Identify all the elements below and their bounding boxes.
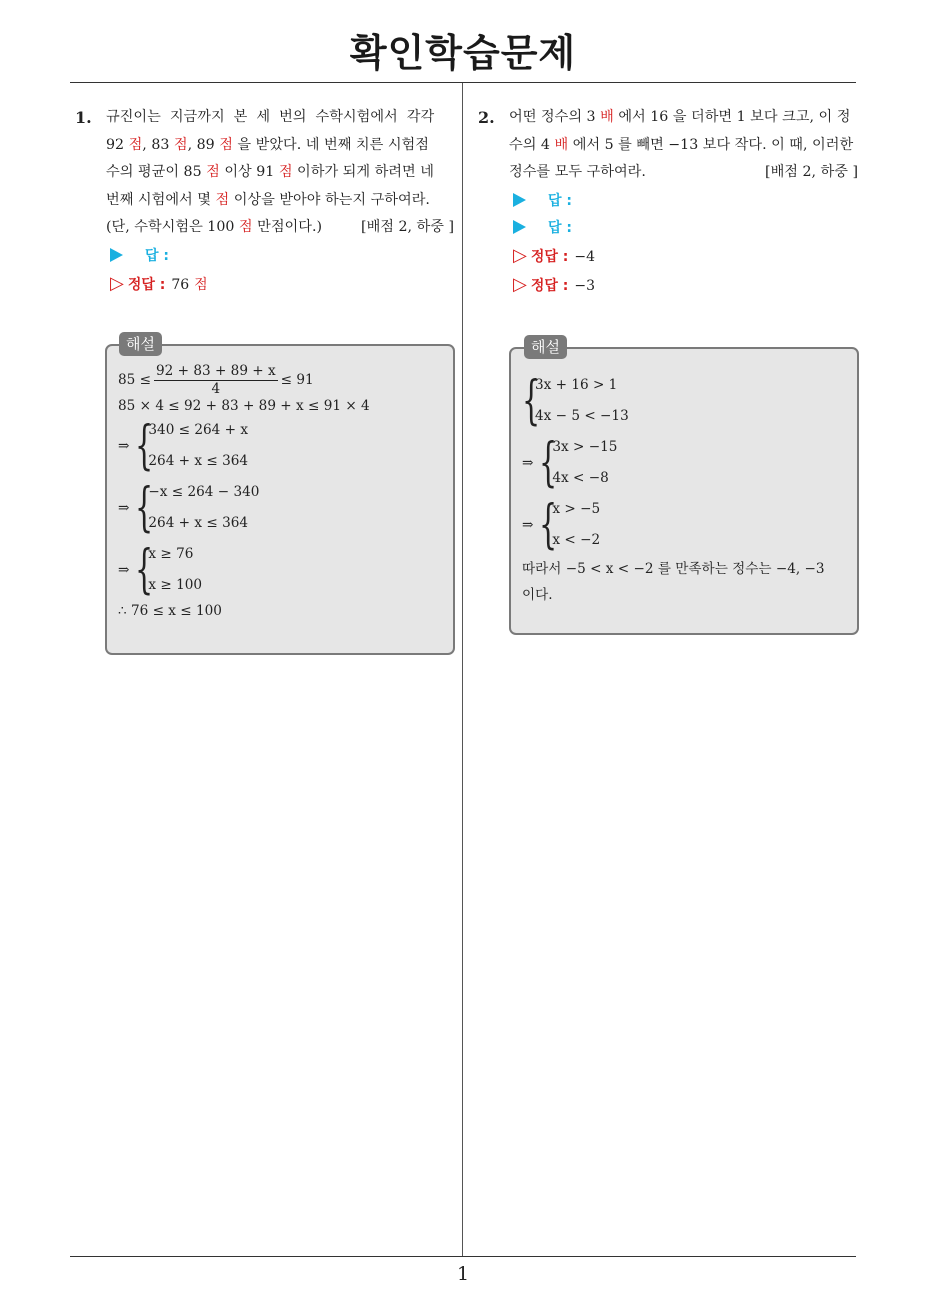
problem-1-line-5 <box>106 214 454 242</box>
text-span: 4x < −8 <box>552 470 609 486</box>
brace-icon: { <box>539 495 558 555</box>
solution-2-system-2 <box>522 432 825 494</box>
text-span: 규진이는 지금까지 본 세 번의 수학시험에서 각각 <box>106 109 435 125</box>
text-span: , 89 <box>187 136 220 153</box>
correct-answer-row <box>110 270 454 299</box>
problem-1-meta: [배점 2, 하중 ] <box>361 219 454 235</box>
correct-answer-row <box>513 271 858 300</box>
answer-row <box>513 215 858 242</box>
top-rule <box>70 82 856 83</box>
solution-2-conclusion-1: 따라서 −5 < x < −2 를 만족하는 정수는 −4, −3 <box>522 561 825 577</box>
brace-icon: { <box>522 371 541 431</box>
text-span: 점 <box>206 164 220 180</box>
problem-2-number: 2. <box>478 108 495 127</box>
text-span: 92 + 83 + 89 + x <box>156 363 276 379</box>
problem-2-line-2 <box>509 132 858 160</box>
text-span: 264 + x ≤ 364 <box>148 515 249 531</box>
text-span: 이상 91 <box>219 164 279 180</box>
text-span: 4 <box>211 381 221 397</box>
text-span: 85 ≤ <box>118 372 152 388</box>
problem-1-line-4 <box>106 187 454 215</box>
text-span: x ≥ 100 <box>148 577 203 593</box>
solution-1-conclusion: ∴ 76 ≤ x ≤ 100 <box>118 603 222 619</box>
text-span: 답 : <box>548 192 572 209</box>
text-span: −4 <box>574 248 596 265</box>
page-title: 확인학습문제 <box>349 31 577 75</box>
problem-2 <box>509 104 858 300</box>
outline-triangle-icon: ▷ <box>513 273 527 295</box>
text-span: 어떤 정수의 3 <box>509 109 601 125</box>
text-span: 3x > −15 <box>552 439 618 455</box>
text-span: x > −5 <box>552 501 601 517</box>
solution-1 <box>118 364 370 621</box>
text-span: 이상을 받아야 하는지 구하여라. <box>229 191 430 208</box>
text-span: 답 : <box>145 247 169 264</box>
problem-1 <box>106 104 454 299</box>
text-span: 점 <box>215 191 230 208</box>
problem-2-line-3 <box>509 159 858 187</box>
text-span: 수의 4 <box>509 136 555 153</box>
brace-icon: { <box>135 416 154 476</box>
text-span: ⇒ <box>118 500 130 516</box>
play-icon <box>513 193 526 207</box>
text-span: , 83 <box>142 136 174 153</box>
text-span: 점 <box>219 136 233 153</box>
text-span: 을 받았다. 네 번째 치른 시험점 <box>232 136 429 153</box>
solution-2-conclusion-2: 이다. <box>522 587 553 603</box>
text-span: 만점이다.) <box>252 219 322 235</box>
fraction <box>154 364 278 397</box>
brace-icon: { <box>135 540 154 600</box>
problem-1-line-3 <box>106 159 454 187</box>
text-span: 배 <box>554 136 569 153</box>
text-span: 정수를 모두 구하여라. <box>509 164 646 180</box>
brace-icon: { <box>539 433 558 493</box>
solution-1-line-1 <box>118 364 370 397</box>
text-span: 답 : <box>548 219 572 236</box>
column-divider <box>462 83 463 1257</box>
solution-1-line-2: 85 × 4 ≤ 92 + 83 + 89 + x ≤ 91 × 4 <box>118 398 370 414</box>
solution-tag-2: 해설 <box>524 335 567 359</box>
text-span: x ≥ 76 <box>148 546 194 562</box>
solution-2-system-1 <box>522 370 825 432</box>
text-span: 4x − 5 < −13 <box>535 408 629 424</box>
text-span: 340 ≤ 264 + x <box>148 422 249 438</box>
text-span: 에서 5 를 빼면 −13 보다 작다. 이 때, 이러한 <box>568 136 854 153</box>
text-span: −3 <box>574 277 596 294</box>
bottom-rule <box>70 1256 856 1257</box>
text-span: −x ≤ 264 − 340 <box>148 484 260 500</box>
text-span: 정답 : <box>530 248 569 265</box>
problem-2-text <box>509 104 858 187</box>
text-span: 에서 16 을 더하면 1 보다 크고, 이 정 <box>613 109 851 125</box>
outline-triangle-icon: ▷ <box>110 272 124 294</box>
text-span: 점 <box>194 276 208 293</box>
solution-1-system-2 <box>118 477 370 539</box>
correct-answer-row <box>513 242 858 271</box>
text-span: 정답 : <box>127 276 166 293</box>
text-span: ⇒ <box>522 455 534 471</box>
text-span: 점 <box>173 136 188 153</box>
problem-1-line-1 <box>106 104 454 132</box>
play-icon <box>513 220 526 234</box>
text-span: 번째 시험에서 몇 <box>106 191 216 208</box>
brace-icon: { <box>135 478 154 538</box>
play-icon <box>110 248 123 262</box>
text-span: ⇒ <box>118 562 130 578</box>
page-number: 1 <box>456 1263 470 1285</box>
solution-2 <box>522 370 825 608</box>
text-span: 점 <box>238 219 253 235</box>
text-span: 점 <box>278 164 293 180</box>
text-span: ⇒ <box>118 438 130 454</box>
text-span: 264 + x ≤ 364 <box>148 453 249 469</box>
problem-1-text <box>106 104 454 242</box>
problem-1-line-2 <box>106 132 454 160</box>
text-span: ⇒ <box>522 517 534 533</box>
text-span: x < −2 <box>552 532 601 548</box>
text-span: (단, 수학시험은 100 <box>106 219 239 235</box>
text-span: 92 <box>106 136 129 153</box>
problem-1-number: 1. <box>75 108 92 127</box>
text-span: 배 <box>600 109 614 125</box>
text-span: ≤ 91 <box>280 372 314 388</box>
answer-row <box>513 188 858 215</box>
text-span: 이하가 되게 하려면 네 <box>292 164 434 180</box>
text-span: 3x + 16 > 1 <box>535 377 618 393</box>
answer-row <box>110 243 454 270</box>
text-span: 점 <box>128 136 143 153</box>
problem-2-meta: [배점 2, 하중 ] <box>765 164 858 180</box>
solution-tag-1: 해설 <box>119 332 162 356</box>
solution-1-system-1 <box>118 415 370 477</box>
solution-1-system-3 <box>118 539 370 601</box>
text-span: 수의 평균이 85 <box>106 164 207 180</box>
outline-triangle-icon: ▷ <box>513 244 527 266</box>
solution-2-system-3 <box>522 494 825 556</box>
text-span: 정답 : <box>530 277 569 294</box>
text-span: 76 <box>171 276 190 293</box>
problem-2-line-1 <box>509 104 858 132</box>
problem-2-answers <box>513 188 858 300</box>
problem-1-answers <box>110 243 454 299</box>
